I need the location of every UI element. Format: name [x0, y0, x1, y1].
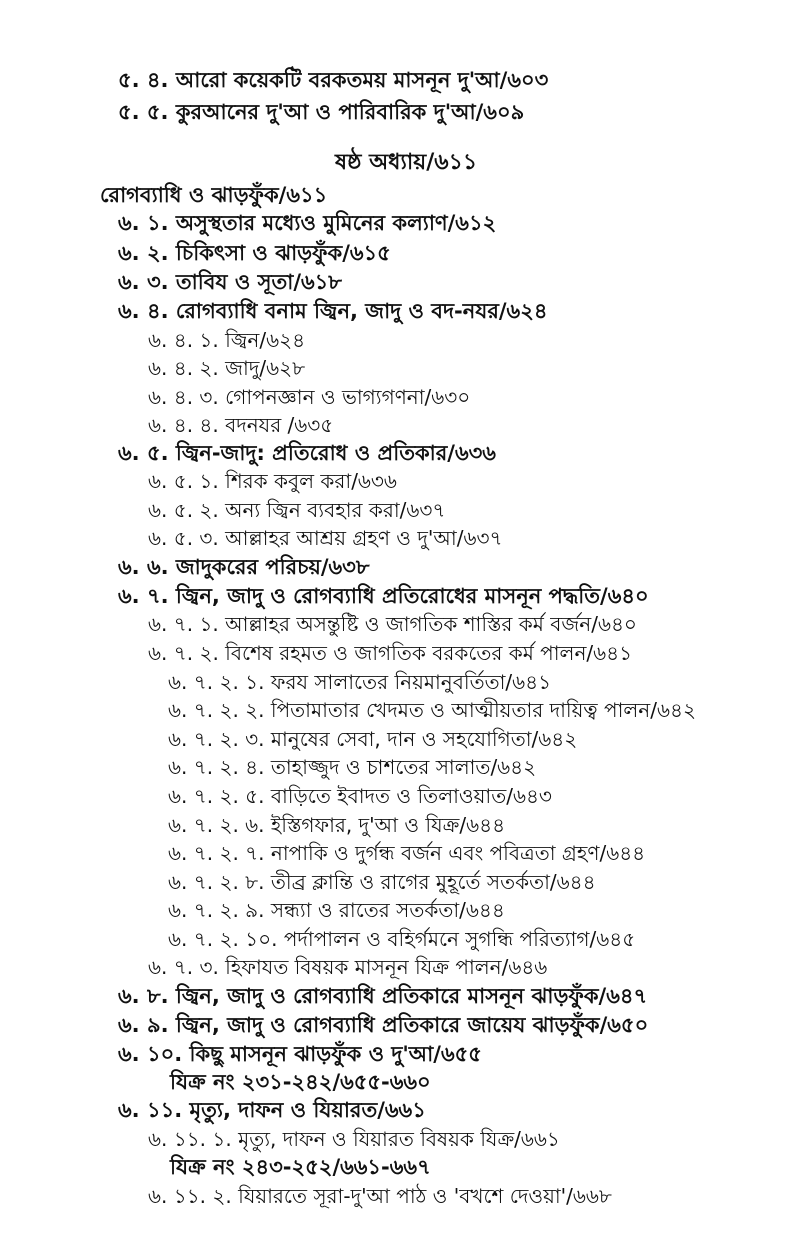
- toc-line: ৫. ৪. আরো কয়েকটি বরকতময় মাসনূন দু'আ/৬০৩: [118, 68, 549, 92]
- toc-line: ৬. ৬. জাদুকরের পরিচয়/৬৩৮: [118, 555, 370, 579]
- toc-line: ৬. ৪. ২. জাদু/৬২৮: [148, 356, 306, 380]
- toc-line: ৬. ৫. ১. শিরক কবুল করা/৬৩৬: [148, 469, 397, 493]
- toc-line: ৬. ৪. ১. জ্বিন/৬২৪: [148, 328, 306, 352]
- toc-line: ৬. ৭. ২. ৩. মানুষের সেবা, দান ও সহযোগিতা/৬৪২: [168, 727, 578, 751]
- toc-line: ৬. ৭. ১. আল্লাহর অসন্তুষ্টি ও জাগতিক শাস্তির কর্ম বর্জন/৬৪০: [148, 612, 637, 636]
- toc-line: ৬. ৭. ২. ৬. ইস্তিগফার, দু'আ ও যিক্র/৬৪৪: [168, 813, 506, 837]
- toc-line: ৬. ৩. তাবিয ও সূতা/৬১৮: [118, 270, 342, 294]
- toc-line: যিক্র নং ২৪৩-২৫২/৬৬১-৬৬৭: [170, 1155, 431, 1179]
- toc-line: যিক্র নং ২৩১-২৪২/৬৫৫-৬৬০: [170, 1070, 431, 1094]
- chapter-heading: ষষ্ঠ অধ্যায়/৬১১: [335, 150, 478, 175]
- toc-line: ৬. ৭. ২. ১০. পর্দাপালন ও বহির্গমনে সুগন্ধি পরিত্যাগ/৬৪৫: [168, 927, 636, 951]
- toc-line: ৬. ৮. জ্বিন, জাদু ও রোগব্যাধি প্রতিকারে মাসনূন ঝাড়ফুঁক/৬৪৭: [118, 984, 648, 1008]
- toc-line: ৬. ১১. ১. মৃত্যু, দাফন ও যিয়ারত বিষয়ক যিক্র/৬৬১: [148, 1127, 560, 1151]
- toc-line: ৬. ৫. ২. অন্য জ্বিন ব্যবহার করা/৬৩৭: [148, 498, 446, 522]
- toc-line: ৬. ৭. ২. ৪. তাহাজ্জুদ ও চাশতের সালাত/৬৪২: [168, 755, 537, 779]
- toc-line: ৬. ৪. ৩. গোপনজ্ঞান ও ভাগ্যগণনা/৬৩০: [148, 385, 471, 409]
- toc-line: ৬. ৫. জ্বিন-জাদু: প্রতিরোধ ও প্রতিকার/৬৩৬: [118, 441, 496, 465]
- toc-line: ৬. ৭. ২. ১. ফরয সালাতের নিয়মানুবর্তিতা/৬৪১: [168, 670, 552, 694]
- toc-line: ৬. ৭. ২. বিশেষ রহমত ও জাগতিক বরকতের কর্ম পালন/৬৪১: [148, 641, 633, 665]
- toc-line: ৬. ৭. ২. ৮. তীব্র ক্লান্তি ও রাগের মুহূর্তে সতর্কতা/৬৪৪: [168, 870, 596, 894]
- toc-line: ৬. ৯. জ্বিন, জাদু ও রোগব্যাধি প্রতিকারে জায়েয ঝাড়ফুঁক/৬৫০: [118, 1013, 649, 1037]
- toc-line: ৬. ৭. ২. ৯. সন্ধ্যা ও রাতের সতর্কতা/৬৪৪: [168, 898, 505, 922]
- toc-line: ৬. ১১. মৃত্যু, দাফন ও যিয়ারত/৬৬১: [118, 1098, 426, 1122]
- toc-line: ৬. ৪. রোগব্যাধি বনাম জ্বিন, জাদু ও বদ-নযর/৬২৪: [118, 299, 548, 323]
- toc-line: ৬. ১. অসুস্থতার মধ্যেও মুমিনের কল্যাণ/৬১২: [118, 211, 497, 235]
- toc-line: ৬. ৭. ২. ৭. নাপাকি ও দুর্গন্ধ বর্জন এবং পবিত্রতা গ্রহণ/৬৪৪: [168, 841, 646, 865]
- toc-line: ৬. ৭. জ্বিন, জাদু ও রোগব্যাধি প্রতিরোধের মাসনূন পদ্ধতি/৬৪০: [118, 584, 649, 608]
- toc-line: ৬. ২. চিকিৎসা ও ঝাড়ফুঁক/৬১৫: [118, 241, 391, 265]
- toc-line: ৬. ৭. ২. ৫. বাড়িতে ইবাদত ও তিলাওয়াত/৬৪৩: [168, 784, 552, 808]
- toc-line: ৬. ৭. ২. ২. পিতামাতার খেদমত ও আত্মীয়তার দায়িত্ব পালন/৬৪২: [168, 698, 696, 722]
- toc-line: ৬. ৪. ৪. বদনযর /৬৩৫: [148, 413, 334, 437]
- toc-line: ৬. ৭. ৩. হিফাযত বিষয়ক মাসনূন যিক্র পালন/৬৪৬: [148, 955, 548, 979]
- toc-line: ৫. ৫. কুরআনের দু'আ ও পারিবারিক দু'আ/৬০৯: [118, 100, 525, 124]
- toc-line: ৬. ১০. কিছু মাসনূন ঝাড়ফুঁক ও দু'আ/৬৫৫: [118, 1042, 482, 1066]
- toc-line: ৬. ৫. ৩. আল্লাহর আশ্রয় গ্রহণ ও দু'আ/৬৩৭: [148, 526, 503, 550]
- toc-line: ৬. ১১. ২. যিয়ারতে সূরা-দু'আ পাঠ ও 'বখশে দেওয়া'/৬৬৮: [148, 1184, 612, 1208]
- toc-line: রোগব্যাধি ও ঝাড়ফুঁক/৬১১: [100, 183, 328, 207]
